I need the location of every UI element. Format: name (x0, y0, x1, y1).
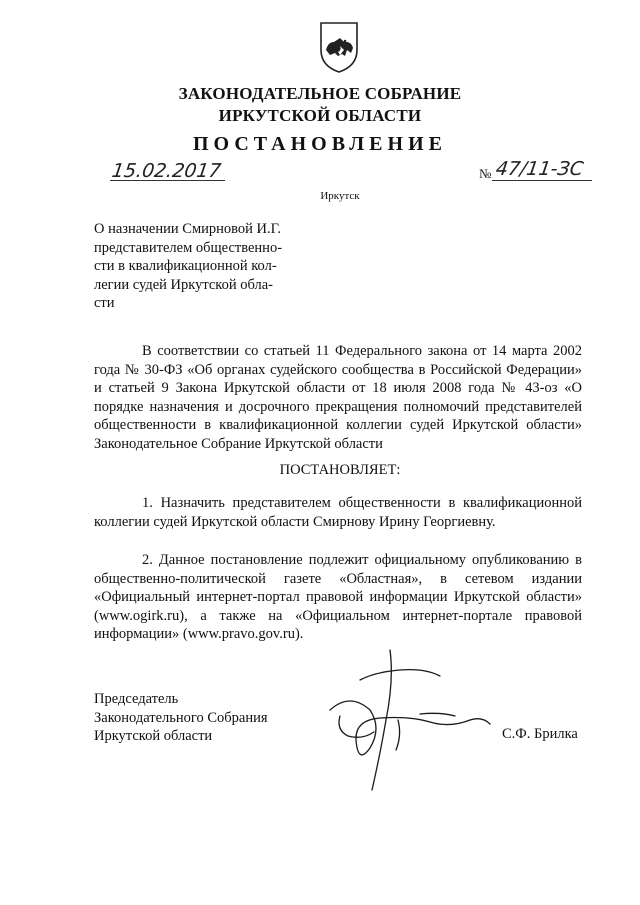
document-date: 15.02.2017 (110, 160, 223, 182)
signatory-title (94, 690, 294, 746)
preamble-paragraph: В соответствии со статьей 11 Федерального закона от 14 марта 2002 года № 30-ФЗ «Об органах судейского сообщества в Российской Федерации» и статьей 9 Закона Иркутской области от 18 июля 2008 года № 43-оз «О порядке назначения и досрочного прекращения полномочий представителей общественности в квалификационной коллегии судей Иркутской области» Законодательное Собрание Иркутской области (94, 343, 582, 452)
subject-line: легии судей Иркутской обла- (94, 276, 274, 293)
document-number: 47/11-ЗС (494, 158, 585, 180)
resolution-item-2: 2. Данное постановление подлежит официальному опубликованию в общественно-политической газете «Областная», в сетевом издании «Официальный интернет-портал правовой информации Иркутской области» (www.ogirk.ru), а также на «Официальном интернет-портале правовой информации» (www.pravo.gov.ru). (94, 552, 582, 643)
date-underline (110, 180, 225, 181)
document-type-title: ПОСТАНОВЛЕНИЕ (193, 133, 447, 155)
signatory-title-line: Законодательного Собрания (94, 709, 268, 726)
resolves-heading: ПОСТАНОВЛЯЕТ: (279, 462, 401, 478)
document-city: Иркутск (320, 190, 360, 202)
number-underline (492, 180, 592, 181)
subject-line: О назначении Смирновой И.Г. (94, 221, 281, 237)
subject-line: сти (94, 295, 115, 311)
subject-line: представителем общественно- (94, 239, 283, 256)
coat-of-arms-icon (318, 20, 360, 74)
document-number-label: № (479, 166, 492, 181)
signatory-title-line: Иркутской области (94, 728, 213, 744)
resolution-item-1: 1. Назначить представителем общественности в квалификационной коллегии судей Иркутской области Смирнову Ирину Георгиевну. (94, 495, 582, 530)
signatory-title-line: Председатель (94, 691, 179, 707)
signatory-name: С.Ф. Брилка (502, 726, 578, 742)
handwritten-signature (300, 640, 500, 800)
organization-name-line1: ЗАКОНОДАТЕЛЬНОЕ СОБРАНИЕ (178, 84, 462, 103)
organization-name-line2: ИРКУТСКОЙ ОБЛАСТИ (218, 106, 422, 125)
document-subject (94, 220, 294, 313)
subject-line: сти в квалификационной кол- (94, 258, 277, 274)
